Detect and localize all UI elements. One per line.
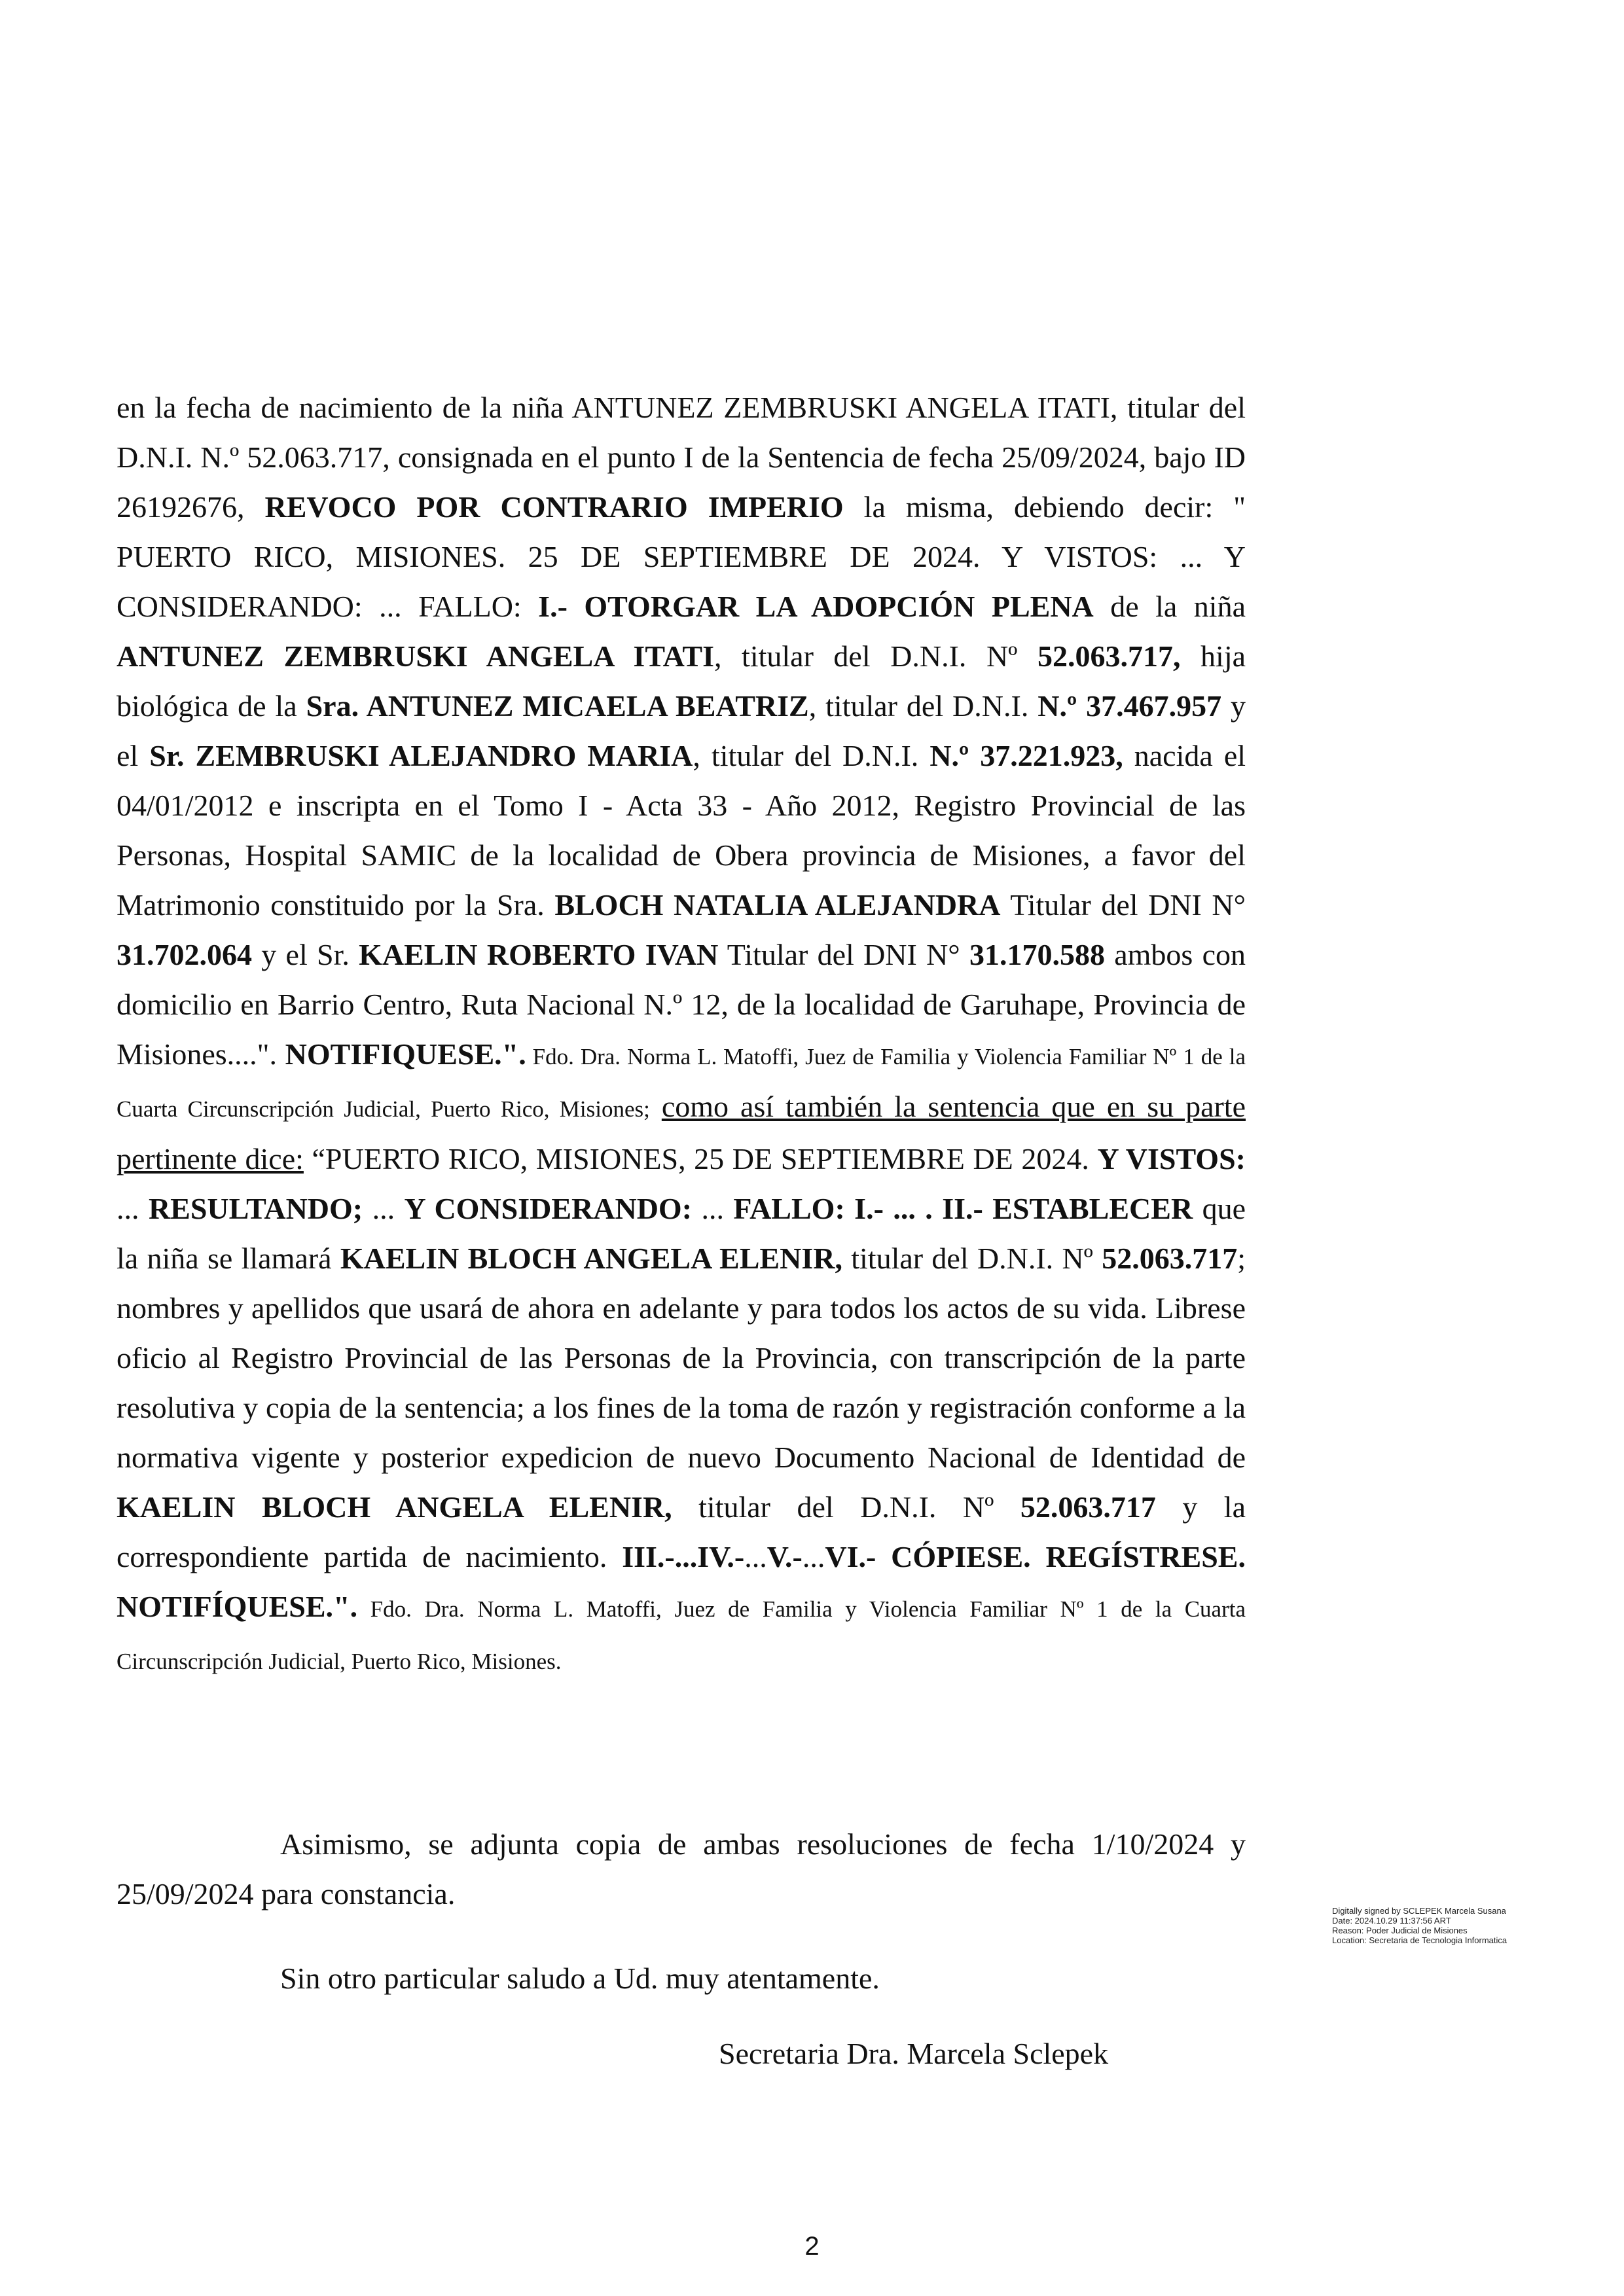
digital-signature-stamp [1332,1906,1528,1945]
text-run: ... [744,1540,767,1573]
text-run [650,1090,662,1123]
main-paragraph [117,383,1246,1687]
text-run: , titular del D.N.I. Nº [714,639,1038,673]
text-run: que la niña se llamará [117,1192,1246,1275]
signature-line: Secretaria Dra. Marcela Sclepek [719,2037,1109,2070]
text-run: y el Sr. [252,938,359,971]
page-number: 2 [804,2232,820,2261]
bold-run: N.º 37.221.923, [929,739,1123,772]
bold-run: FALLO: I.- ... . II.- ESTABLECER [733,1192,1193,1225]
text-run: , titular del D.N.I. [693,739,930,772]
bold-run: I.- OTORGAR LA ADOPCIÓN PLENA [538,590,1094,623]
closing-greeting: Sin otro particular saludo a Ud. muy atentamente. [280,1962,880,1995]
text-run: en la fecha de nacimiento de la niña ANTUNEZ ZEMBRUSKI ANGELA ITATI, titular del D.N.I. N.º 52.063.717, consignada en el punto I de la Sentencia de fecha 25/09/2024, bajo ID 26192676, [117,391,1246,524]
text-run: , titular del D.N.I. [808,689,1038,723]
attachment-paragraph [117,1820,1246,1919]
signature-note: Fdo. Dra. Norma L. Matoffi, Juez de Familia y Violencia Familiar Nº 1 de la Cuarta Circunscripción Judicial, Puerto Rico, Misiones; [117,1044,1246,1122]
bold-run: 52.063.717, [1038,639,1181,673]
text-run: ambos con domicilio en Barrio Centro, Ruta Nacional N.º 12, de la localidad de Garuhape, Provincia de Misiones....". [117,938,1246,1071]
bold-run: BLOCH NATALIA ALEJANDRA [554,888,1001,922]
bold-run: 31.170.588 [969,938,1105,971]
text-run: “PUERTO RICO, MISIONES, 25 DE SEPTIEMBRE DE 2024. [303,1142,1098,1175]
bold-run: N.º 37.467.957 [1038,689,1222,723]
text-run: la misma, debiendo decir: " PUERTO RICO, MISIONES. 25 DE SEPTIEMBRE DE 2024. Y VISTOS: ... Y CONSIDERANDO: ... FALLO: [117,490,1246,623]
text-run: ... [117,1192,149,1225]
bold-run: Y VISTOS: [1097,1142,1246,1175]
digital-signature-line: Date: 2024.10.29 11:37:56 ART [1332,1916,1451,1926]
text-run: titular del D.N.I. Nº [842,1242,1102,1275]
text-run: hija biológica de la [117,639,1246,723]
text-run: y el [117,689,1246,772]
text-run: ; nombres y apellidos que usará de ahora en adelante y para todos los actos de su vida. Librese oficio al Registro Provincial de las Personas de la Provincia, con transcripción de la parte resolutiva y copia de la sentencia; a los fines de la toma de razón y registración conforme a la normativa vigente y posterior expedicion de nuevo Documento Nacional de Identidad de [117,1242,1246,1474]
bold-run: RESULTANDO; [148,1192,363,1225]
bold-run: NOTIFIQUESE.". [285,1037,526,1071]
bold-run: Y CONSIDERANDO: [404,1192,693,1225]
text-run: de la niña [1093,590,1246,623]
text-run: Titular del DNI N° [1000,888,1246,922]
bold-run: KAELIN ROBERTO IVAN [359,938,719,971]
bold-run: REVOCO POR CONTRARIO IMPERIO [264,490,844,524]
digital-signature-line: Location: Secretaria de Tecnologia Informatica [1332,1935,1507,1945]
digital-signature-line: Digitally signed by SCLEPEK Marcela Susana [1332,1906,1506,1916]
attachment-text: Asimismo, se adjunta copia de ambas resoluciones de fecha 1/10/2024 y 25/09/2024 para constancia. [117,1827,1246,1910]
bold-run: III.-...IV.- [622,1540,745,1573]
bold-run: 52.063.717 [1020,1490,1156,1524]
bold-run: KAELIN BLOCH ANGELA ELENIR, [340,1242,842,1275]
bold-run: 31.702.064 [117,938,252,971]
digital-signature-line: Reason: Poder Judicial de Misiones [1332,1926,1468,1935]
bold-run: 52.063.717 [1102,1242,1238,1275]
text-run: Titular del DNI N° [718,938,969,971]
text-run: ... [692,1192,734,1225]
bold-run: Sra. ANTUNEZ MICAELA BEATRIZ [306,689,809,723]
bold-run: ANTUNEZ ZEMBRUSKI ANGELA ITATI [117,639,714,673]
text-run: nacida el 04/01/2012 e inscripta en el Tomo I - Acta 33 - Año 2012, Registro Provincial de las Personas, Hospital SAMIC de la localidad de Obera provincia de Misiones, a favor del Matrimonio constituido por la Sra. [117,739,1246,922]
bold-run: VI.- CÓPIESE. REGÍSTRESE. NOTIFÍQUESE.". [117,1540,1246,1623]
underlined-run: como así también la sentencia que en su parte pertinente dice: [117,1090,1246,1175]
signature-note: Fdo. Dra. Norma L. Matoffi, Juez de Familia y Violencia Familiar Nº 1 de la Cuarta Circunscripción Judicial, Puerto Rico, Misiones. [117,1596,1246,1674]
bold-run: KAELIN BLOCH ANGELA ELENIR, [117,1490,672,1524]
bold-run: V.- [767,1540,803,1573]
bold-run: Sr. ZEMBRUSKI ALEJANDRO MARIA [149,739,693,772]
text-run: titular del D.N.I. Nº [672,1490,1020,1524]
text-run: y la correspondiente partida de nacimiento. [117,1490,1246,1573]
text-run: ... [802,1540,825,1573]
text-run: ... [363,1192,405,1225]
